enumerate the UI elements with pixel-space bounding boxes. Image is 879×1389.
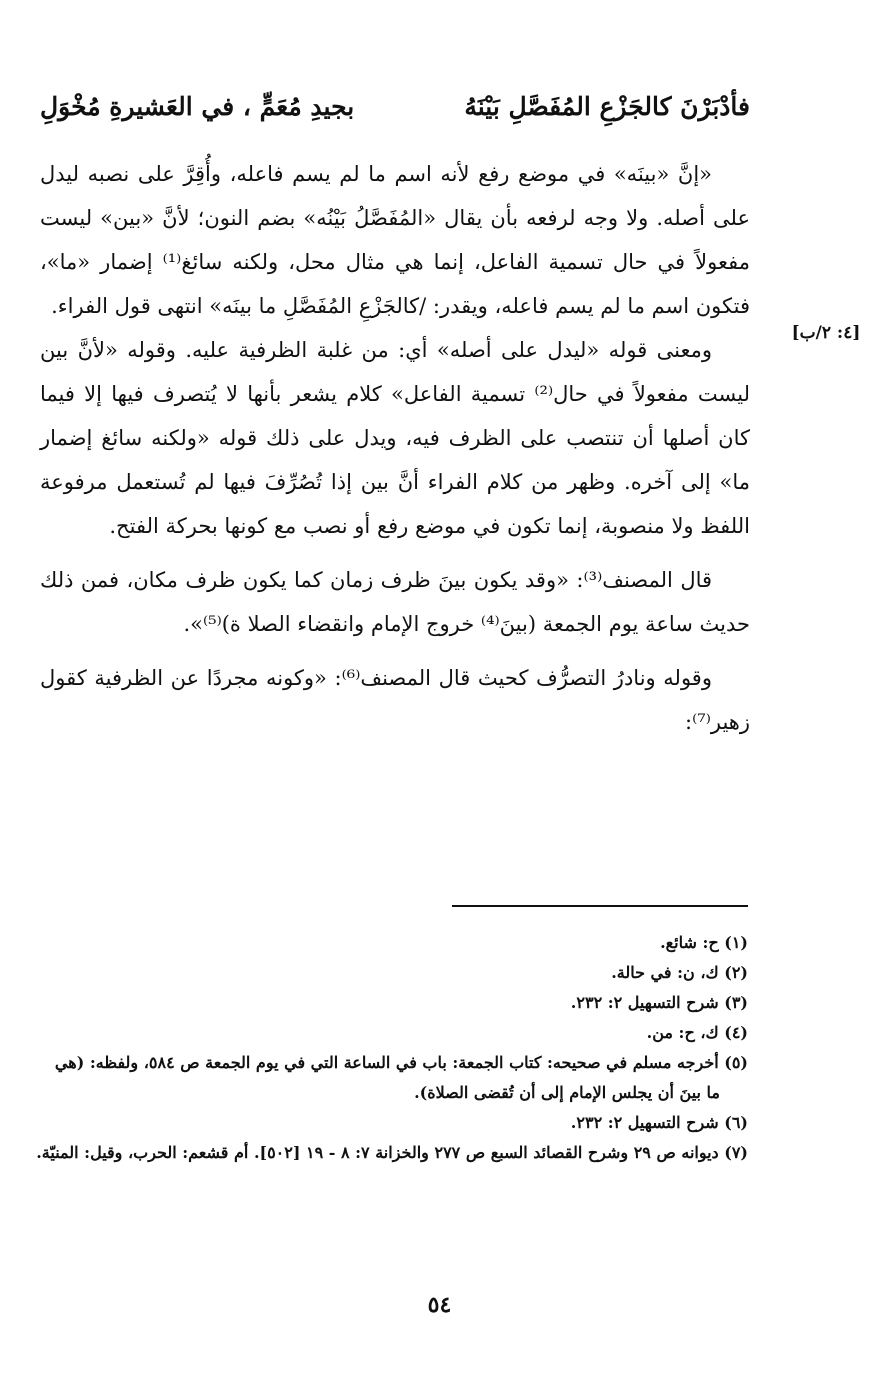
footnote-6: (٦) شرح التسهيل ٢: ٢٣٢.: [570, 1113, 748, 1132]
footnote-separator: [452, 905, 748, 907]
verse-hemistich-second: بجيدِ مُعَمٍّ ، في العَشيرةِ مُخْوَلِ: [40, 92, 355, 121]
paragraph-1: «إنَّ «بينَه» في موضع رفع لأنه اسم ما لم يسم فاعله، وأُقِرَّ على نصبه ليدل على أصله. ولا وجه لرفعه بأن يقال «المُفَصَّلُ بَيْنُه» بضم النون؛ لأنَّ «بين» ليست مفعولاً في حال تسمية الفاعل، إنما هي مثال محل، ولكنه سائغ⁽¹⁾ إضمار «ما»، فتكون اسم ما لم يسم فاعله، ويقدر: /كالجَزْعِ المُفَصَّلِ ما بينَه» انتهى قول الفراء.: [40, 162, 750, 318]
main-text: [40, 152, 750, 744]
manuscript-folio-reference: [٤: ٢/ب]: [791, 323, 861, 343]
footnote-4: (٤) ك، ح: من.: [646, 1023, 748, 1042]
footnote-2: (٢) ك، ن: في حالة.: [611, 963, 748, 982]
page-number: ٥٤: [427, 1292, 452, 1318]
footnotes: [36, 928, 748, 1168]
poetry-verse: [30, 92, 750, 142]
footnote-7: (٧) ديوانه ص ٢٩ وشرح القصائد السبع ص ٢٧٧ والخزانة ٧: ٨ - ١٩ [٥٠٢]. أم قشعم: الحرب، وقيل: المنيّة.: [36, 1143, 748, 1162]
footnote-1: (١) ح: شائع.: [660, 933, 748, 952]
footnote-5: (٥) أخرجه مسلم في صحيحه: كتاب الجمعة: باب في الساعة التي في يوم الجمعة ص ٥٨٤، ولفظه: (هي ما بينَ أن يجلس الإمام إلى أن تُقضى الصلاة).: [54, 1053, 748, 1102]
paragraph-2: ومعنى قوله «ليدل على أصله» أي: من غلبة الظرفية عليه. وقوله «لأنَّ بين ليست مفعولاً في حال⁽²⁾ تسمية الفاعل» كلام يشعر بأنها لا يُتصرف فيها إلا فيما كان أصلها أن تنتصب على الظرف فيه، ويدل على ذلك قوله «ولكنه سائغ إضمار ما» إلى آخره. وظهر من كلام الفراء أنَّ بين إذا تُصُرِّفَ فيها لم تُستعمل مرفوعة اللفظ ولا منصوبة، إنما تكون في موضع رفع أو نصب مع كونها بحركة الفتح.: [40, 338, 750, 538]
verse-hemistich-first: فأدْبَرْنَ كالجَزْعِ المُفَصَّلِ بَيْنَهُ: [464, 92, 750, 121]
paragraph-4: وقوله ونادرُ التصرُّف كحيث قال المصنف⁽⁶⁾: «وكونه مجردًا عن الظرفية كقول زهير⁽⁷⁾:: [40, 666, 750, 734]
paragraph-3: قال المصنف⁽³⁾: «وقد يكون بينَ ظرف زمان كما يكون ظرف مكان، فمن ذلك حديث ساعة يوم الجمعة (بينَ⁽⁴⁾ خروج الإمام وانقضاء الصلا ة)⁽⁵⁾».: [40, 568, 750, 636]
footnote-3: (٣) شرح التسهيل ٢: ٢٣٢.: [570, 993, 748, 1012]
